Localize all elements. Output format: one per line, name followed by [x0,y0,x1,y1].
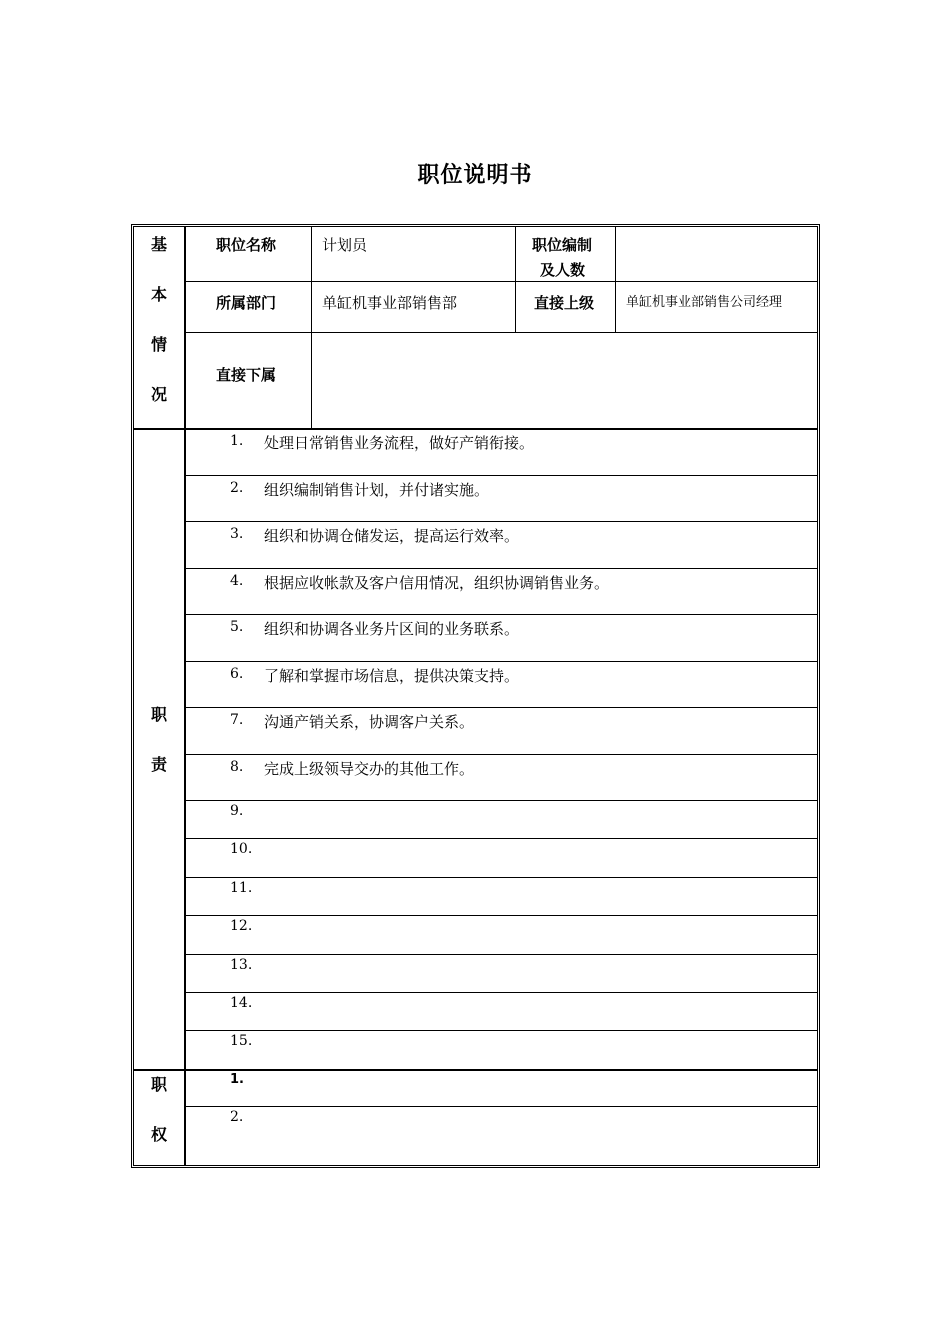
duty-number: 7. [230,712,244,728]
section-divider [184,227,186,1165]
duty-text: 了解和掌握市场信息，提供决策支持。 [264,667,520,685]
section-char: 基 [150,235,167,254]
section-char: 本 [150,285,167,304]
department-label: 所属部门 [216,294,277,312]
page-title: 职位说明书 [417,163,533,188]
section-char: 职 [150,1075,167,1094]
section-char: 责 [150,755,167,774]
duty-number: 11. [230,880,253,896]
grid-line [184,877,817,878]
duty-text: 组织编制销售计划，并付诸实施。 [264,481,490,499]
duty-number: 5. [230,619,244,635]
grid-line [184,1106,817,1107]
grid-line [184,800,817,801]
grid-line [615,227,616,333]
grid-line [184,954,817,955]
grid-line [184,992,817,993]
duty-number: 2. [230,480,244,496]
position-name-value: 计划员 [322,236,368,254]
authority-number: 1. [230,1072,244,1087]
duty-number: 8. [230,759,244,775]
section-char: 权 [150,1125,167,1144]
duty-number: 13. [230,957,253,973]
duty-text: 组织和协调各业务片区间的业务联系。 [264,620,520,638]
section-char: 职 [150,705,167,724]
position-name-label: 职位名称 [216,236,277,254]
duty-number: 1. [230,433,244,449]
grid-line [184,838,817,839]
section-label-basic [134,235,184,435]
section-label-duties [134,705,184,805]
duty-number: 10. [230,841,253,857]
duty-text: 完成上级领导交办的其他工作。 [264,760,475,778]
grid-line [184,754,817,755]
headcount-label-line2: 及人数 [540,261,586,279]
duty-number: 15. [230,1033,253,1049]
grid-line [184,1030,817,1031]
duty-number: 3. [230,526,244,542]
grid-line [184,707,817,708]
grid-line [184,521,817,522]
section-separator [134,428,817,430]
grid-line [184,332,817,333]
superior-value: 单缸机事业部销售公司经理 [626,295,783,310]
section-char: 况 [150,385,167,404]
grid-line [515,227,516,333]
duty-number: 9. [230,803,244,819]
department-value: 单缸机事业部销售部 [322,294,458,312]
grid-line [184,915,817,916]
duty-number: 14. [230,995,253,1011]
duty-text: 处理日常销售业务流程，做好产销衔接。 [264,434,535,452]
grid-line [184,661,817,662]
duty-text: 组织和协调仓储发运，提高运行效率。 [264,527,520,545]
section-label-authority [134,1075,184,1175]
grid-line [184,568,817,569]
duty-text: 沟通产销关系，协调客户关系。 [264,713,475,731]
duty-number: 6. [230,666,244,682]
authority-number: 2. [230,1109,244,1125]
section-separator [134,1069,817,1071]
grid-line [184,614,817,615]
duty-number: 4. [230,573,244,589]
section-char: 情 [150,335,167,354]
duty-text: 根据应收帐款及客户信用情况，组织协调销售业务。 [264,574,610,592]
headcount-label-line1: 职位编制 [532,236,593,254]
grid-line [184,281,817,282]
grid-line [311,227,312,428]
superior-label: 直接上级 [534,294,595,312]
job-description-table [131,224,820,1168]
duty-number: 12. [230,918,253,934]
subordinate-label: 直接下属 [216,366,277,384]
grid-line [184,475,817,476]
